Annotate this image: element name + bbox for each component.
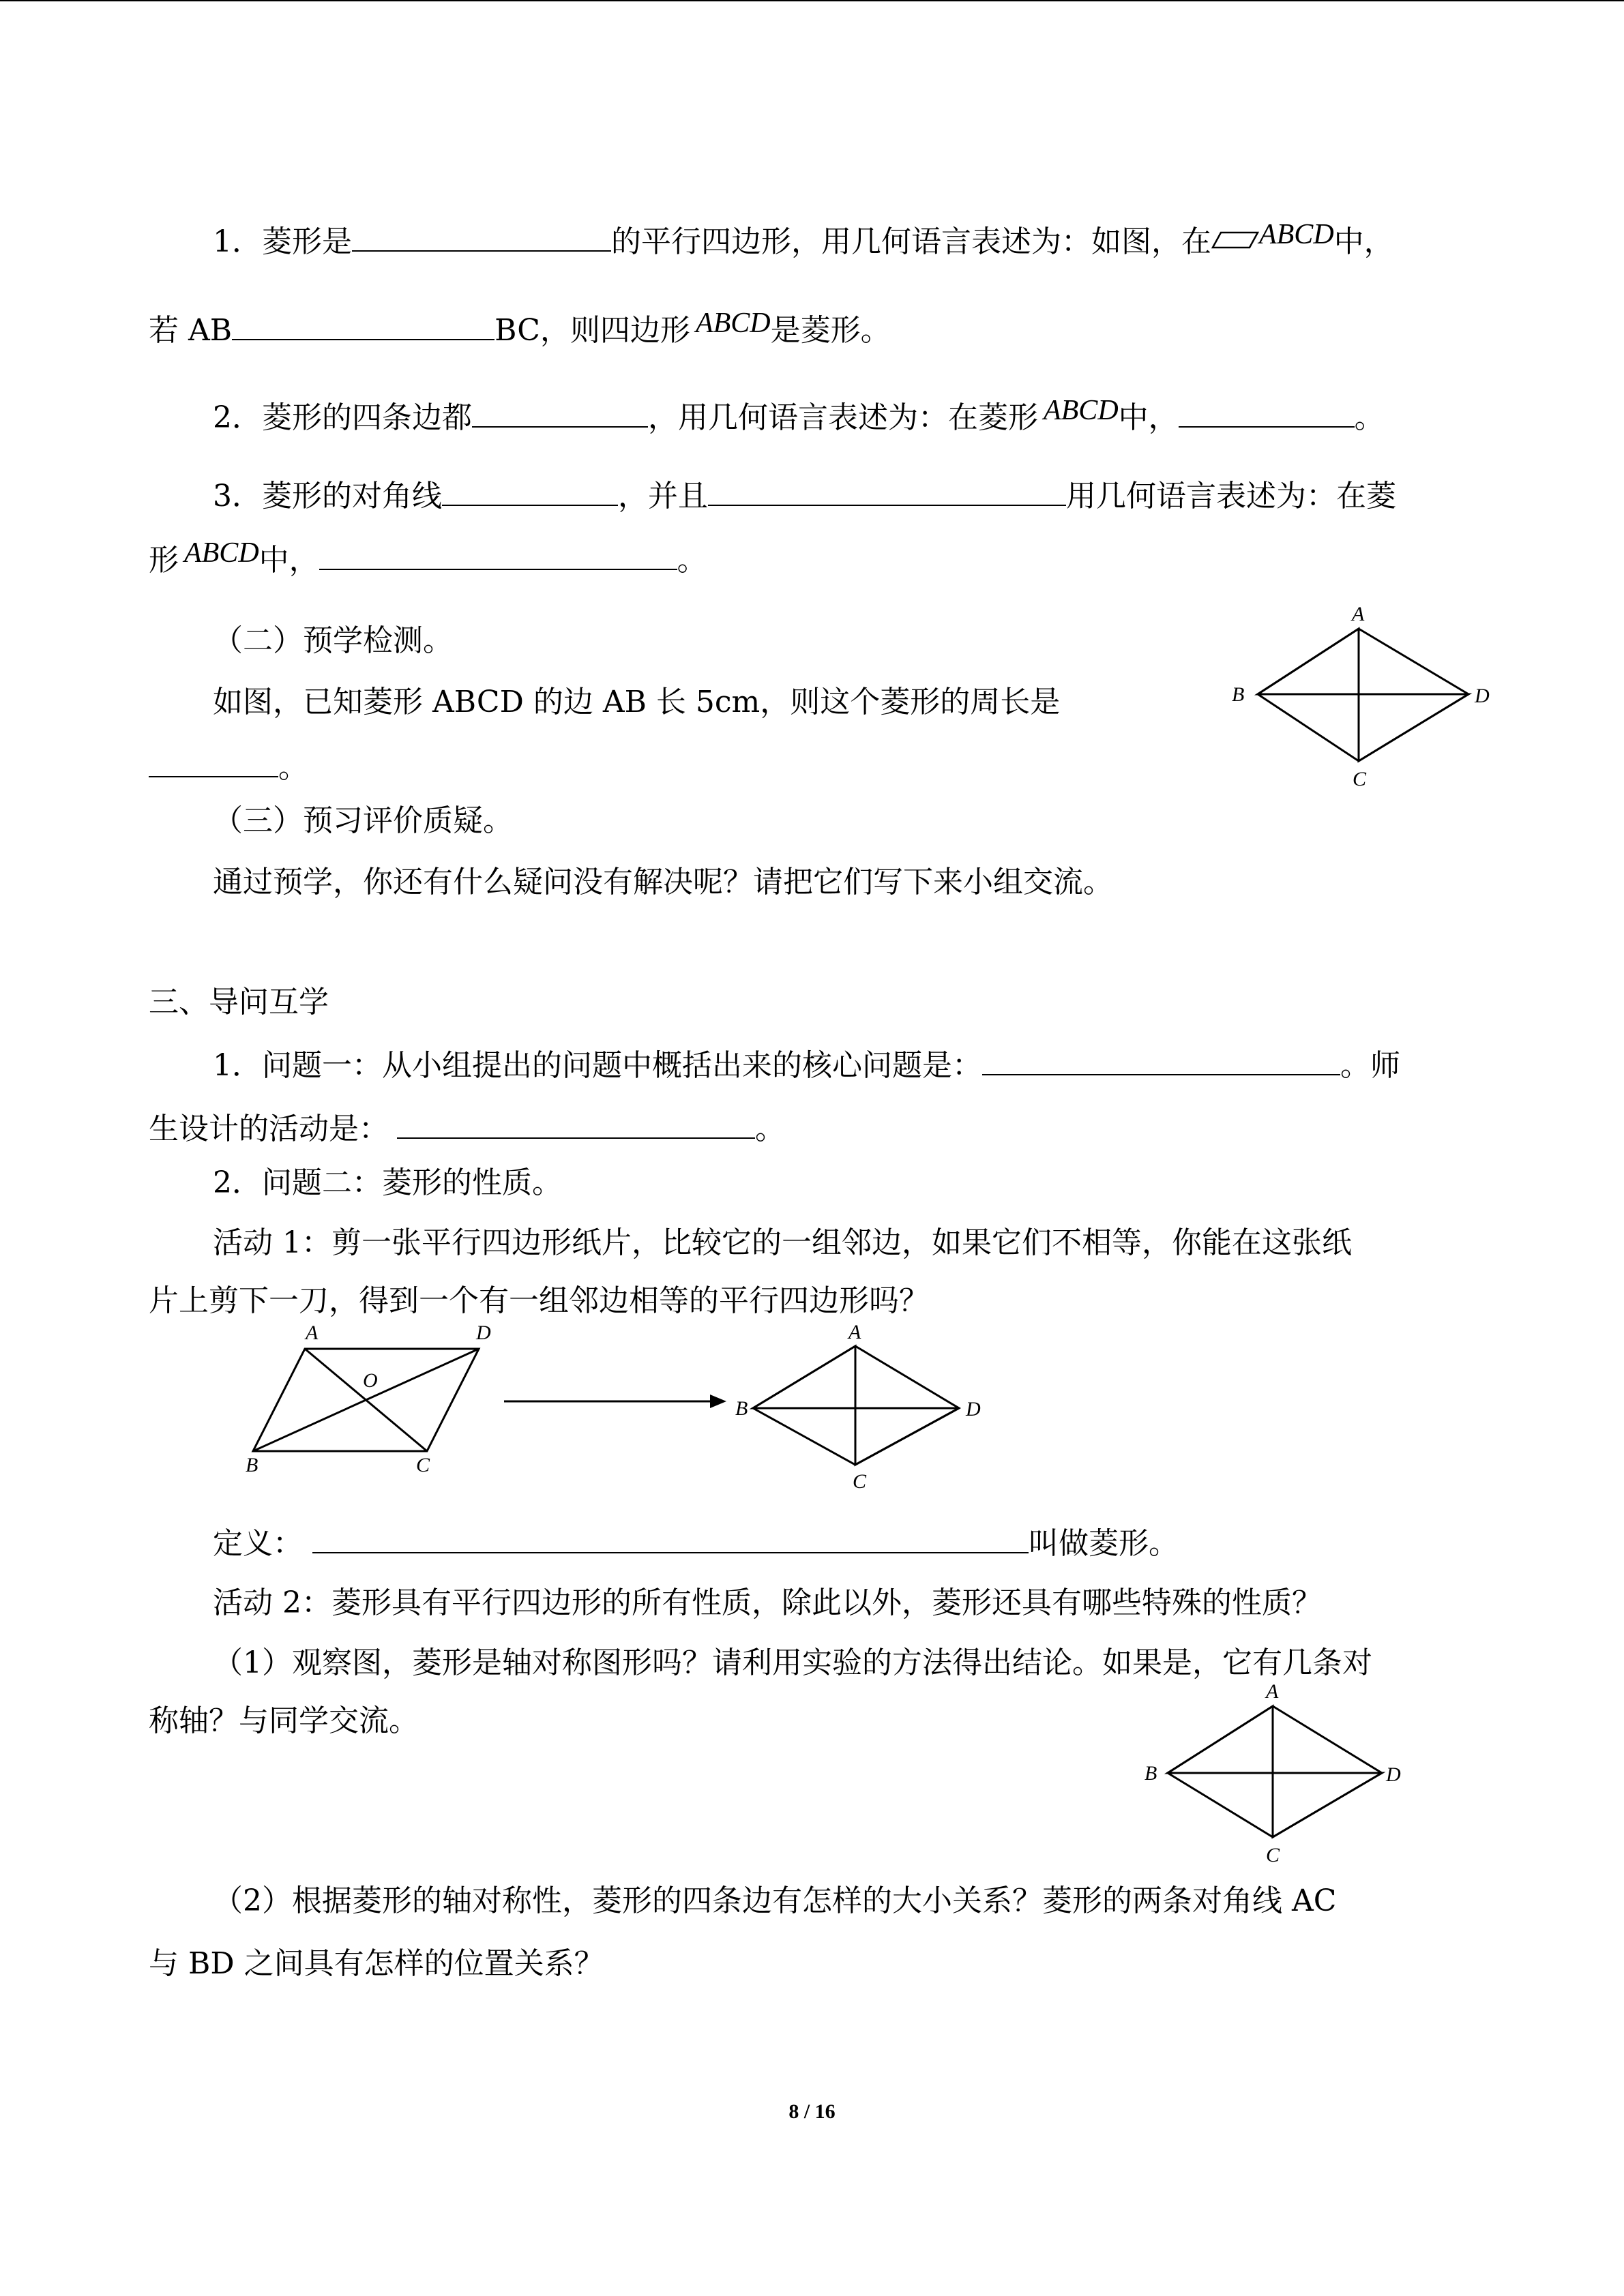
check-answer-line: [149, 747, 308, 786]
item3-line1: [213, 476, 1396, 514]
item3-text-a: 3．菱形的对角线: [213, 479, 442, 513]
item3-text-f: 。: [677, 543, 707, 578]
q1-text-a: 1．问题一：从小组提出的问题中概括出来的核心问题是：: [213, 1048, 982, 1083]
item2-text-c: 中，: [1118, 400, 1179, 435]
top-border: [0, 0, 1624, 1]
observe-line2: 称轴？与同学交流。: [149, 1703, 419, 1738]
symmetry-line1: （2）根据菱形的轴对称性，菱形的四条边有怎样的大小关系？菱形的两条对角线 AC: [213, 1883, 1337, 1918]
check-heading: （二）预学检测。: [213, 623, 453, 658]
item1-abcd: ABCD: [1259, 219, 1334, 250]
observe-line1: （1）观察图，菱形是轴对称图形吗？请利用实验的方法得出结论。如果是，它有几条对: [213, 1645, 1372, 1680]
item1-text-f: 是菱形。: [770, 313, 891, 348]
label-b: B: [1232, 683, 1245, 706]
definition-text-a: 定义：: [213, 1526, 303, 1561]
r2-label-b: B: [735, 1397, 748, 1420]
q2-text: 2．问题二：菱形的性质。: [213, 1165, 562, 1200]
q1-text-c: 生设计的活动是：: [149, 1112, 389, 1146]
item3-line2: [149, 537, 707, 578]
eval-heading: （三）预习评价质疑。: [213, 803, 513, 838]
blank-2[interactable]: [232, 310, 494, 340]
rhombus-figure-1: [1221, 600, 1507, 791]
item3-text-b: ，并且: [618, 479, 708, 513]
r3-label-d: D: [1386, 1763, 1401, 1786]
item2-text-b: ，用几何语言表述为：在菱形: [648, 400, 1038, 435]
rhombus-figure-3: [1139, 1678, 1426, 1868]
check-end: 。: [278, 750, 308, 785]
r2-label-a: A: [848, 1321, 861, 1343]
item2-text-d: 。: [1354, 400, 1385, 435]
parallelogram-icon: [1211, 230, 1259, 250]
r2-label-c: C: [853, 1470, 867, 1493]
item3-text-c: 用几何语言表述为：在菱: [1066, 479, 1396, 513]
item1-abcd2: ABCD: [695, 308, 771, 339]
item1-text-d: 若 AB: [149, 313, 233, 348]
item2-abcd: ABCD: [1044, 395, 1119, 426]
section-3-heading: 三、导问互学: [149, 985, 329, 1019]
rhombus-3-outline: [1168, 1706, 1382, 1837]
p-label-b: B: [246, 1454, 259, 1476]
item1-text-e: BC，则四边形: [494, 313, 690, 348]
eval-text: 通过预学，你还有什么疑问没有解决呢？请把它们写下来小组交流。: [213, 865, 1113, 899]
parallelogram-diagonal-bd: [253, 1349, 479, 1451]
p-label-o: O: [363, 1369, 378, 1392]
check-question: 如图，已知菱形 ABCD 的边 AB 长 5cm，则这个菱形的周长是: [213, 685, 1061, 719]
q1-text-b: 。师: [1340, 1048, 1400, 1083]
item1-text-b: 的平行四边形，用几何语言表述为：如图，在: [611, 224, 1211, 259]
item1-text-a: 1．菱形是: [213, 224, 352, 259]
blank-4[interactable]: [1179, 398, 1355, 428]
blank-6[interactable]: [708, 476, 1066, 506]
page-number: 8 / 16: [788, 2100, 836, 2123]
blank-9[interactable]: [982, 1045, 1340, 1075]
q1-line1: [213, 1045, 1400, 1084]
item1-text-c: 中，: [1333, 224, 1394, 259]
blank-5[interactable]: [442, 476, 618, 506]
parallelogram-figure: [232, 1323, 518, 1480]
arrow-icon: [501, 1388, 733, 1415]
blank-10[interactable]: [397, 1109, 755, 1139]
blank-1[interactable]: [352, 222, 611, 252]
rhombus-figure-2: [723, 1323, 1009, 1493]
q1-line2: [149, 1109, 785, 1147]
item3-text-e: 中，: [259, 543, 319, 578]
activity-1-line1: 活动 1：剪一张平行四边形纸片，比较它的一组邻边，如果它们不相等，你能在这张纸: [213, 1225, 1352, 1260]
blank-11[interactable]: [312, 1523, 1029, 1553]
blank-7[interactable]: [319, 540, 677, 570]
definition-line: [213, 1523, 1179, 1562]
item2-line: [213, 395, 1385, 436]
item1-line1: [213, 219, 1394, 260]
item3-text-d: 形: [149, 543, 179, 578]
p-label-a: A: [306, 1322, 319, 1344]
blank-8[interactable]: [149, 747, 278, 777]
activity-1-line2: 片上剪下一刀，得到一个有一组邻边相等的平行四边形吗？: [149, 1283, 929, 1318]
item3-abcd: ABCD: [184, 537, 259, 569]
item2-text-a: 2．菱形的四条边都: [213, 400, 472, 435]
r2-label-d: D: [966, 1398, 981, 1420]
r3-label-c: C: [1266, 1844, 1280, 1866]
r3-label-b: B: [1145, 1762, 1157, 1785]
label-c: C: [1353, 768, 1367, 790]
r3-label-a: A: [1266, 1680, 1279, 1703]
activity-2-text: 活动 2：菱形具有平行四边形的所有性质，除此以外，菱形还具有哪些特殊的性质？: [213, 1585, 1322, 1620]
item1-line2: [149, 310, 891, 348]
p-label-c: C: [416, 1454, 430, 1476]
definition-text-b: 叫做菱形。: [1029, 1526, 1179, 1561]
q1-text-d: 。: [755, 1112, 785, 1146]
p-label-d: D: [476, 1322, 491, 1344]
label-d: D: [1475, 685, 1490, 707]
label-a: A: [1352, 603, 1365, 625]
blank-3[interactable]: [472, 398, 648, 428]
symmetry-line2: 与 BD 之间具有怎样的位置关系？: [149, 1946, 604, 1981]
